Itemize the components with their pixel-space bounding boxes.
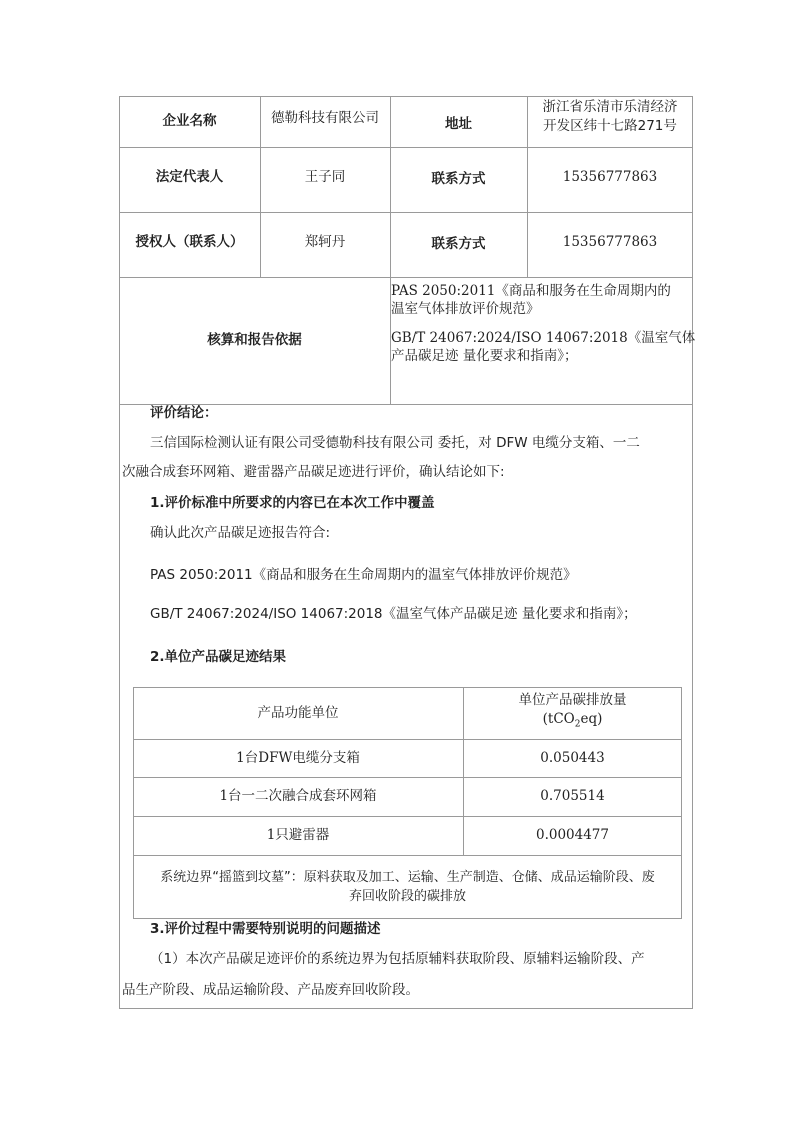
column-header: 产品功能单位 bbox=[257, 704, 339, 721]
section-3-text: 品生产阶段、成品运输阶段、产品废弃回收阶段。 bbox=[122, 982, 419, 998]
conclusion-intro: 三信国际检测认证有限公司受德勒科技有限公司 委托，对 DFW 电缆分支箱、一二 bbox=[150, 435, 640, 451]
unit-label bbox=[543, 710, 603, 735]
boundary-line: 弃回收阶段的碳排放 bbox=[348, 889, 466, 904]
unit-subscript: 2 bbox=[574, 719, 581, 730]
address-line: 浙江省乐清市乐清经济 bbox=[542, 99, 678, 115]
basis-label: 核算和报告依据 bbox=[207, 332, 302, 348]
section-1-title: 1.评价标准中所要求的内容已在本次工作中覆盖 bbox=[150, 495, 435, 511]
conclusion-intro: 次融合成套环网箱、避雷器产品碳足迹进行评价，确认结论如下: bbox=[122, 464, 505, 480]
section-3-title: 3.评价过程中需要特别说明的问题描述 bbox=[150, 921, 381, 937]
table-cell-value: 0.050443 bbox=[540, 749, 605, 766]
address-line: 开发区纬十七路271号 bbox=[543, 118, 677, 134]
basis-text: PAS 2050:2011《商品和服务在生命周期内的 bbox=[391, 283, 671, 299]
basis-text: GB/T 24067:2024/ISO 14067:2018《温室气体 bbox=[391, 330, 696, 346]
header-line: 单位产品碳排放量 bbox=[518, 692, 627, 709]
section-2-title: 2.单位产品碳足迹结果 bbox=[150, 649, 287, 665]
column-header bbox=[463, 687, 682, 739]
standard-item: PAS 2050:2011《商品和服务在生命周期内的温室气体排放评价规范》 bbox=[150, 567, 577, 583]
address-value bbox=[527, 96, 693, 138]
table-cell-unit: 1台一二次融合成套环网箱 bbox=[219, 788, 377, 804]
legal-rep-label: 法定代表人 bbox=[155, 168, 224, 185]
contact-label: 联系方式 bbox=[431, 171, 486, 187]
section-3-text: （1）本次产品碳足迹评价的系统边界为包括原辅料获取阶段、原辅料运输阶段、产 bbox=[150, 951, 645, 967]
company-value: 德勒科技有限公司 bbox=[271, 109, 379, 126]
basis-text: 温室气体排放评价规范》 bbox=[391, 301, 540, 317]
unit-suffix: eq) bbox=[580, 711, 603, 728]
basis-text: 产品碳足迹 量化要求和指南》； bbox=[391, 348, 578, 364]
system-boundary bbox=[133, 855, 682, 919]
unit-prefix: (tCO bbox=[542, 711, 575, 728]
conclusion-heading: 评价结论： bbox=[150, 405, 218, 421]
table-cell-value: 0.705514 bbox=[540, 788, 605, 804]
authorized-value: 郑轲丹 bbox=[304, 233, 346, 250]
table-cell-unit: 1台DFW电缆分支箱 bbox=[236, 749, 360, 766]
section-1-text: 确认此次产品碳足迹报告符合: bbox=[150, 525, 331, 541]
address-label: 地址 bbox=[445, 115, 472, 132]
table-cell-value: 0.0004477 bbox=[535, 827, 609, 843]
boundary-line: 系统边界“摇篮到坟墓”：原料获取及加工、运输、生产制造、仓储、成品运输阶段、废 bbox=[160, 870, 655, 885]
standard-item: GB/T 24067:2024/ISO 14067:2018《温室气体产品碳足迹 量化要求和指南》； bbox=[150, 606, 637, 622]
contact-value: 15356777863 bbox=[562, 168, 658, 185]
contact-value: 15356777863 bbox=[562, 233, 658, 250]
company-label: 企业名称 bbox=[162, 113, 217, 129]
legal-rep-value: 王子同 bbox=[304, 168, 346, 185]
table-cell-unit: 1只避雷器 bbox=[266, 827, 330, 843]
authorized-label: 授权人（联系人） bbox=[135, 233, 244, 250]
contact-label: 联系方式 bbox=[431, 236, 486, 252]
